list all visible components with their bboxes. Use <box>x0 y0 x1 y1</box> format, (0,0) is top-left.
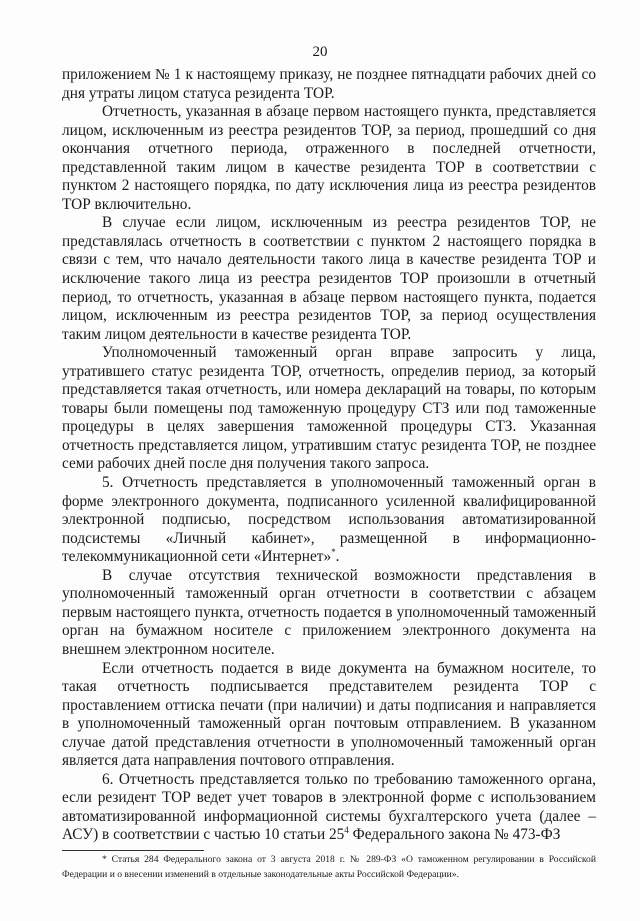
footnote: * Статья 284 Федерального закона от 3 августа 2018 г. № 289-ФЗ «О таможенном регулировании в Российской Федерации и о внесении изменений в отдельные законодательные акты Российской Федерации». <box>62 854 596 880</box>
paragraph-item-5-text: 5. Отчетность представляется в уполномоченный таможенный орган в форме электронного документа, подписанного усиленной квалифицированной электронной подписью, посредством использования автоматизированной подсистемы «Личный кабинет», размещенной в информационно-телекоммуникационной сети «Интернет» <box>62 474 596 566</box>
paragraph-item-5 <box>62 474 596 567</box>
paragraph-item-6-text: 6. Отчетность представляется только по требованию таможенного органа, если резидент ТОР ведет учет товаров в электронной форме с использованием автоматизированной информационной системы бухгалтерского учета (далее – АСУ) в соответствии с частью 10 статьи 25 <box>62 770 596 844</box>
paragraph-continuation: приложением № 1 к настоящему приказу, не позднее пятнадцати рабочих дней со дня утраты лицом статуса резидента ТОР. <box>62 66 596 102</box>
document-body <box>62 66 596 845</box>
paragraph: Уполномоченный таможенный орган вправе запросить у лица, утратившего статус резидента ТОР, отчетность, определив период, за который представляется такая отчетность, или номера деклараций на товары, по которым товары были помещены под таможенную процедуру СТЗ или под таможенные процедуры в целях завершения таможенной процедуры СТЗ. Указанная отчетность представляется лицом, утратившим статус резидента ТОР, не позднее семи рабочих дней после дня получения такого запроса. <box>62 344 596 473</box>
paragraph-item-6 <box>62 771 596 845</box>
superscript-article-number: 4 <box>344 825 349 836</box>
paragraph: Если отчетность подается в виде документа на бумажном носителе, то такая отчетность подписывается представителем резидента ТОР с проставлением оттиска печати (при наличии) и даты подписания и направляется в уполномоченный таможенный орган почтовым отправлением. В указанном случае датой представления отчетности в уполномоченный таможенный орган является дата направления почтового отправления. <box>62 659 596 770</box>
paragraph-item-5-end: . <box>335 548 340 566</box>
paragraph: Отчетность, указанная в абзаце первом настоящего пункта, представляется лицом, исключенным из реестра резидентов ТОР, за период, прошедший со дня окончания отчетного периода, отраженного в последней отчетности, представленной таким лицом в качестве резидента ТОР в соответствии с пунктом 2 настоящего порядка, по дату исключения лица из реестра резидентов ТОР включительно. <box>62 103 596 213</box>
footnote-separator <box>62 850 204 851</box>
paragraph-item-6-end: Федерального закона № 473-ФЗ <box>348 826 561 844</box>
paragraph: В случае отсутствия технической возможности представления в уполномоченный таможенный орган отчетности в соответствии с абзацем первым настоящего пункта, отчетность подается в уполномоченный таможенный орган на бумажном носителе с приложением электронного документа на внешнем электронном носителе. <box>62 566 596 658</box>
footnote-reference: * <box>331 547 336 558</box>
page-number: 20 <box>312 44 328 60</box>
paragraph: В случае если лицом, исключенным из реестра резидентов ТОР, не представлялась отчетность в соответствии с пунктом 2 настоящего порядка в связи с тем, что начало деятельности такого лица в качестве резидента ТОР и исключение такого лица из реестра резидентов ТОР произошли в отчетный период, то отчетность, указанная в абзаце первом настоящего пункта, подается лицом, исключенным из реестра резидентов ТОР, за период осуществления таким лицом деятельности в качестве резидента ТОР. <box>62 214 596 343</box>
